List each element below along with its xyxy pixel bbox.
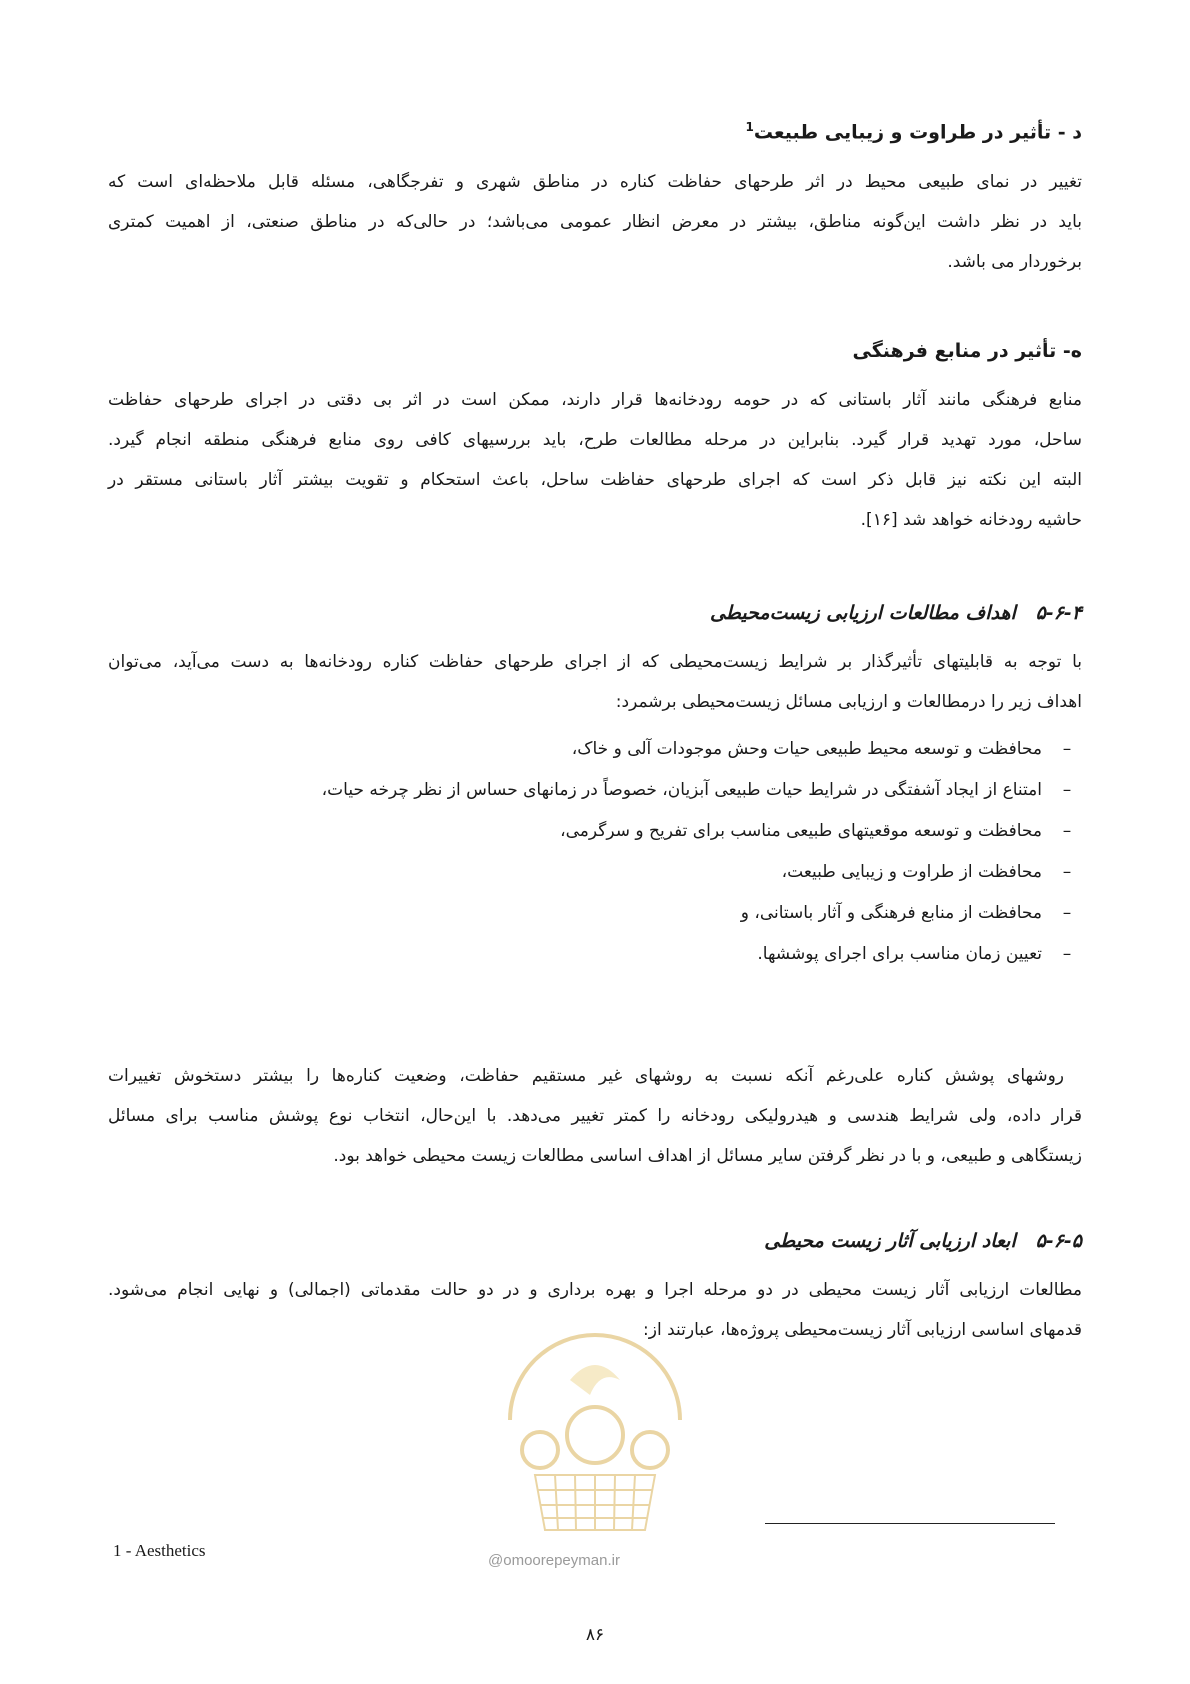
list-item [322,770,1082,811]
paragraph-line: ساحل، مورد تهدید قرار گیرد. بنابراین در مرحله مطالعات طرح، باید بررسیهای کافی روی منابع فرهنگی منطقه انجام گیرد. [108,430,1082,450]
section-heading-5-6-5 [764,1230,1082,1252]
paragraph-line: برخوردار می باشد. [947,252,1082,272]
list-item-text: محافظت و توسعه محیط طبیعی حیات وحش موجودات آلی و خاک، [571,739,1042,759]
watermark-logo-icon [480,1310,710,1540]
section-heading-d-text: د - تأثیر در طراوت و زیبایی طبیعت [753,121,1082,144]
section-d-paragraph [108,162,1082,282]
list-item [322,852,1082,893]
list-item-text: تعیین زمان مناسب برای اجرای پوششها. [757,944,1042,964]
paragraph-line: زیستگاهی و طبیعی، و با در نظر گرفتن سایر مسائل از اهداف اساسی مطالعات زیست محیطی خواهد بود. [333,1146,1082,1166]
section-heading-h: ه- تأثیر در منابع فرهنگی [852,340,1082,362]
section-5-6-4-intro [108,642,1082,722]
list-item-text: امتناع از ایجاد آشفتگی در شرایط حیات طبیعی آبزیان، خصوصاً در زمانهای حساس از نظر چرخه حیات، [321,780,1042,800]
objectives-list [322,729,1082,975]
paragraph-line: باید در نظر داشت این‌گونه مناطق، بیشتر در معرض انظار عمومی می‌باشد؛ در حالی‌که در مناطق صنعتی، از اهمیت کمتری [108,212,1082,232]
footnote-reference: 1 [745,120,754,134]
dash-bullet-icon: – [1062,739,1072,759]
section-h-paragraph [108,380,1082,540]
paragraph-line: اهداف زیر را درمطالعات و ارزیابی مسائل زیست‌محیطی برشمرد: [615,692,1082,712]
page-number: ۸۶ [585,1625,605,1645]
footnote-divider [765,1523,1055,1524]
list-item [322,811,1082,852]
dash-bullet-icon: – [1062,903,1072,923]
paragraph-line: روشهای پوشش کناره علی‌رغم آنکه نسبت به روشهای غیر مستقیم حفاظت، وضعیت کناره‌ها را بیشتر دستخوش تغییرات [108,1066,1064,1086]
dash-bullet-icon: – [1062,944,1072,964]
section-title: اهداف مطالعات ارزیابی زیست‌محیطی [709,602,1016,624]
section-title: ابعاد ارزیابی آثار زیست محیطی [764,1230,1016,1252]
paragraph-line: قدمهای اساسی ارزیابی آثار زیست‌محیطی پروژه‌ها، عبارتند از: [643,1320,1082,1340]
dash-bullet-icon: – [1062,780,1072,800]
paragraph-line: منابع فرهنگی مانند آثار باستانی که در حومه رودخانه‌ها قرار دارند، ممکن است در اثر بی دقتی در اجرای طرحهای حفاظت [108,390,1082,410]
section-number: ۵-۶-۵ [1035,1230,1082,1252]
footnote: 1 - Aesthetics [113,1541,206,1560]
section-5-6-4-outro [108,1056,1082,1176]
paragraph-line: قرار داده، ولی شرایط هندسی و هیدرولیکی رودخانه را کمتر تغییر می‌دهد. با این‌حال، انتخاب نوع پوشش مناسب برای مسائل [108,1106,1082,1126]
paragraph-line: با توجه به قابلیتهای تأثیرگذار بر شرایط زیست‌محیطی که از اجرای طرحهای حفاظت کناره رودخانه‌ها به دست می‌آید، می‌توان [108,652,1082,672]
section-heading-d [746,120,1082,143]
dash-bullet-icon: – [1062,862,1072,882]
watermark-text: @omoorepeyman.ir [488,1552,620,1569]
list-item [322,934,1082,975]
dash-bullet-icon: – [1062,821,1072,841]
list-item-text: محافظت از طراوت و زیبایی طبیعت، [781,862,1042,882]
paragraph-line: تغییر در نمای طبیعی محیط در اثر طرحهای حفاظت کناره در مناطق شهری و تفرجگاهی، مسئله قابل ملاحظه‌ای است که [108,172,1082,192]
list-item-text: محافظت از منابع فرهنگی و آثار باستانی، و [740,903,1042,923]
list-item-text: محافظت و توسعه موقعیتهای طبیعی مناسب برای تفریح و سرگرمی، [560,821,1042,841]
paragraph-line: البته این نکته نیز قابل ذکر است که اجرای طرحهای حفاظت ساحل، باعث استحکام و تقویت بیشتر آثار باستانی مستقر در [108,470,1082,490]
list-item [322,729,1082,770]
paragraph-line: حاشیه رودخانه خواهد شد [۱۶]. [860,510,1082,530]
list-item [322,893,1082,934]
paragraph-line: مطالعات ارزیابی آثار زیست محیطی در دو مرحله اجرا و بهره برداری و در دو حالت مقدماتی (اجمالی) و نهایی انجام می‌شود. [108,1280,1082,1300]
section-number: ۵-۶-۴ [1035,602,1082,624]
section-heading-5-6-4 [710,602,1082,624]
